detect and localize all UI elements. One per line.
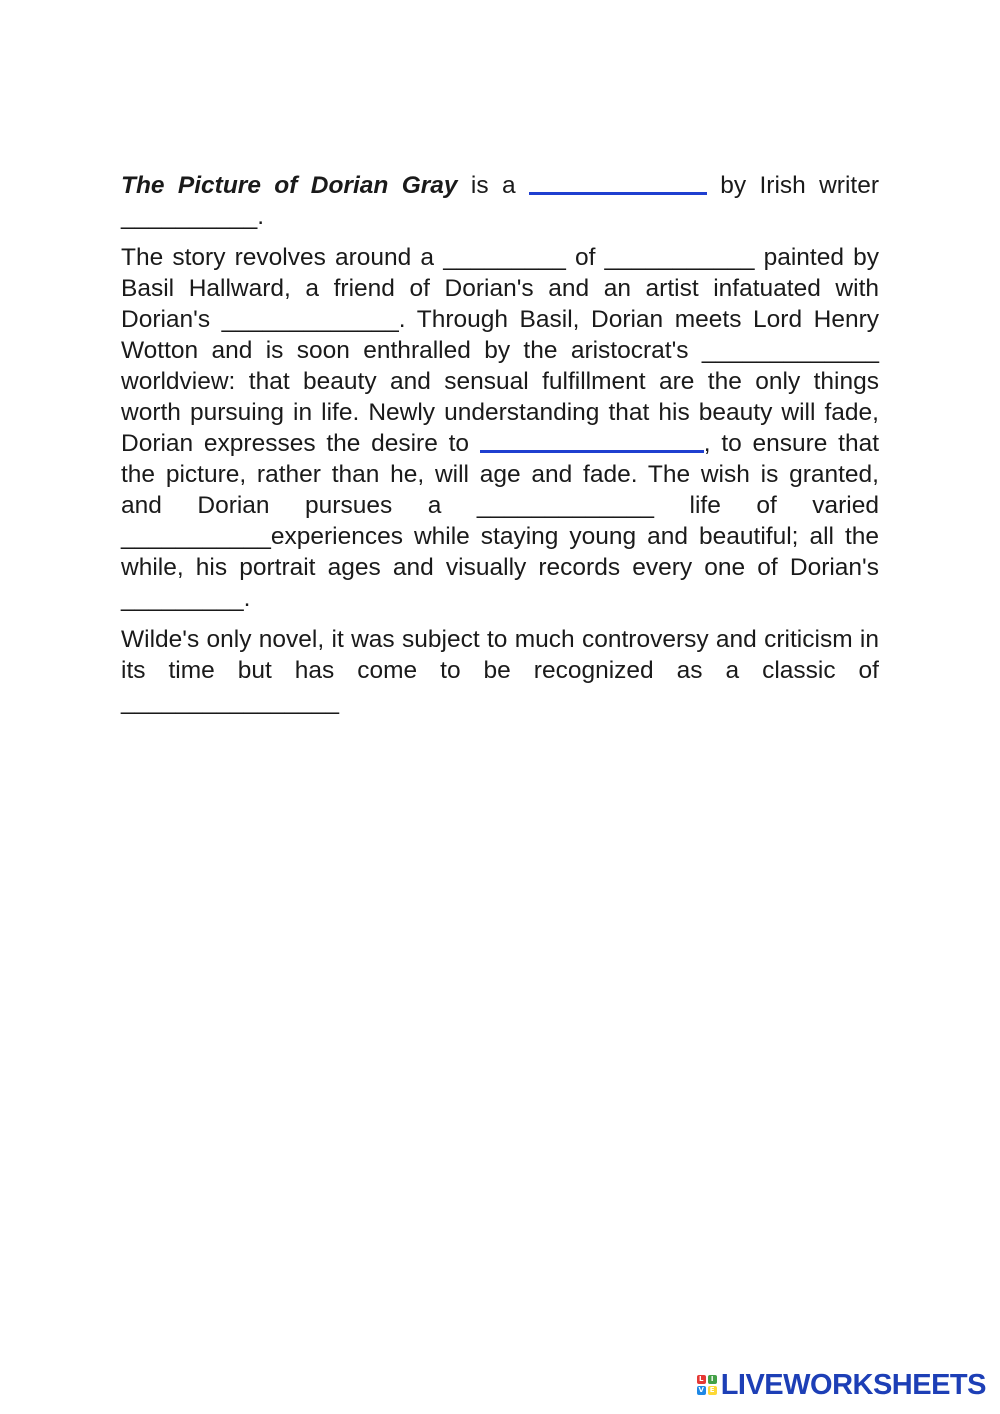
story-text-a: The story revolves around a _________ of ___________ painted by Basil Hallward, a friend of Dorian's and an artist infatuated with Dorian's _____________. Through Basil, Dorian meets Lord Henry Wotton and is soon enthralled by the aristocrat's _____________ worldview: that beauty and sensual fulfillment are the only things worth pursuing in life. Newly understanding that his beauty will fade, Dorian expresses the desire to <box>121 244 879 457</box>
logo-letter: I <box>708 1375 717 1384</box>
answer-blank-desire[interactable] <box>480 430 704 453</box>
brand-wordmark: LIVEWORKSHEETS <box>720 1368 986 1401</box>
story-text-b: , to ensure that the picture, rather than he, will age and fade. The wish is granted, and Dorian pursues a _____________ life of varied ___________experiences while staying young and beautiful; all the while, his portrait ages and visually records every one of Dorian's _________. <box>121 430 880 612</box>
paragraph-story <box>121 242 879 614</box>
logo-letter: V <box>698 1386 704 1394</box>
answer-blank-genre[interactable] <box>529 172 707 195</box>
reception-text: Wilde's only novel, it was subject to much controversy and criticism in its time but has come to be recognized as a classic of ________________ <box>121 626 879 715</box>
worksheet-body <box>121 170 879 727</box>
book-title: The Picture of Dorian Gray <box>121 172 458 199</box>
liveworksheets-logo-icon <box>697 1375 717 1395</box>
logo-letter: E <box>708 1386 717 1395</box>
intro-text-a: is a <box>457 172 529 199</box>
paragraph-reception <box>121 624 879 717</box>
paragraph-intro <box>121 170 879 232</box>
intro-text-b: by Irish writer __________. <box>121 172 880 230</box>
logo-letter: L <box>697 1375 706 1384</box>
liveworksheets-brand <box>697 1368 986 1402</box>
